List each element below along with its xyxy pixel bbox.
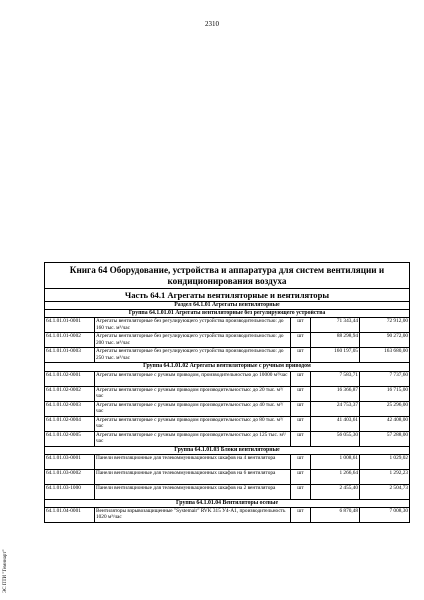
- resource-name: Вентиляторы взрывозащищенные "Systemair" RVK 315 У4-А1, производительность 1020 м³/час: [95, 508, 291, 523]
- estimated-price: 88 298,94: [311, 333, 360, 348]
- table-row: [45, 508, 410, 523]
- section-title-row: [45, 302, 410, 310]
- estimated-price: 7 583,71: [311, 371, 360, 386]
- resource-code: 64.1.01.02-0004: [45, 416, 95, 431]
- resource-name: Агрегаты вентиляторные с ручным приводом, производительностью до 10000 м³/час: [95, 371, 291, 386]
- release-price: 25 296,00: [360, 401, 410, 416]
- resource-name: Агрегаты вентиляторные с ручным приводом производительностью: до 125 тыс. м³/час: [95, 431, 291, 446]
- resource-code: 64.1.01.01-0001: [45, 318, 95, 333]
- unit-of-measure: шт: [291, 318, 311, 333]
- resource-name: Панели вентиляционные для телекоммуникационных шкафов на 2 вентилятора: [95, 484, 291, 499]
- resource-code: 64.1.01.02-0005: [45, 431, 95, 446]
- group-title-row: [45, 499, 410, 507]
- resource-code: 64.1.01.04-0001: [45, 508, 95, 523]
- unit-of-measure: шт: [291, 469, 311, 484]
- group-title-row: [45, 310, 410, 318]
- unit-of-measure: шт: [291, 386, 311, 401]
- resource-name: Агрегаты вентиляторные без регулирующего устройства производительностью: до 200 тыс. м³/час: [95, 333, 291, 348]
- table-row: [45, 371, 410, 386]
- table-row: [45, 348, 410, 363]
- unit-of-measure: шт: [291, 401, 311, 416]
- resource-code: 64.1.01.02-0003: [45, 401, 95, 416]
- release-price: 163 680,00: [360, 348, 410, 363]
- resource-code: 64.1.01.02-0002: [45, 386, 95, 401]
- page-number: 2310: [205, 20, 219, 28]
- table-row: [45, 386, 410, 401]
- table-row: [45, 454, 410, 469]
- release-price: 72 912,00: [360, 318, 410, 333]
- unit-of-measure: шт: [291, 454, 311, 469]
- resource-name: Агрегаты вентиляторные без регулирующего устройства производительностью: до 160 тыс. м³/час: [95, 318, 291, 333]
- unit-of-measure: шт: [291, 333, 311, 348]
- resource-name: Агрегаты вентиляторные с ручным приводом производительностью: до 20 тыс. м³/час: [95, 386, 291, 401]
- group-title: Группа 64.1.01.03 Блоки вентиляторные: [45, 446, 410, 454]
- resource-code: 64.1.01.01-0002: [45, 333, 95, 348]
- book-title-row: [45, 263, 410, 289]
- table-row: [45, 333, 410, 348]
- price-table: [44, 262, 410, 523]
- estimated-price: 41 403,61: [311, 416, 360, 431]
- unit-of-measure: шт: [291, 371, 311, 386]
- estimated-price: 16 366,87: [311, 386, 360, 401]
- table-row: [45, 318, 410, 333]
- unit-of-measure: шт: [291, 348, 311, 363]
- estimated-price: 6 870,48: [311, 508, 360, 523]
- side-note: ЭС ПТИ "Гемннарт": [3, 549, 8, 593]
- resource-code: 64.1.01.01-0003: [45, 348, 95, 363]
- resource-code: 64.1.01.03-0001: [45, 454, 95, 469]
- release-price: 7 737,60: [360, 371, 410, 386]
- group-title: Группа 64.1.01.04 Вентиляторы осевые: [45, 499, 410, 507]
- table-row: [45, 469, 410, 484]
- estimated-price: 24 753,37: [311, 401, 360, 416]
- release-price: 2 504,73: [360, 484, 410, 499]
- table-row: [45, 431, 410, 446]
- estimated-price: 160 197,05: [311, 348, 360, 363]
- estimated-price: 1 266,64: [311, 469, 360, 484]
- release-price: 42 408,00: [360, 416, 410, 431]
- resource-code: 64.1.01.02-0001: [45, 371, 95, 386]
- estimated-price: 1 008,61: [311, 454, 360, 469]
- group-title: Группа 64.1.01.01 Агрегаты вентиляторные без регулирующего устройства: [45, 310, 410, 318]
- table-row: [45, 416, 410, 431]
- part-title-row: [45, 289, 410, 302]
- table-row: [45, 484, 410, 499]
- unit-of-measure: шт: [291, 416, 311, 431]
- group-title-row: [45, 363, 410, 371]
- release-price: 7 008,30: [360, 508, 410, 523]
- release-price: 1 029,02: [360, 454, 410, 469]
- release-price: 57 288,00: [360, 431, 410, 446]
- group-title: Группа 64.1.01.02 Агрегаты вентиляторные с ручным приводом: [45, 363, 410, 371]
- release-price: 16 715,00: [360, 386, 410, 401]
- resource-code: 64.1.01.03-0002: [45, 469, 95, 484]
- resource-name: Панели вентиляционные для телекоммуникационных шкафов на 6 вентилятора: [95, 469, 291, 484]
- unit-of-measure: шт: [291, 431, 311, 446]
- unit-of-measure: шт: [291, 484, 311, 499]
- unit-of-measure: шт: [291, 508, 311, 523]
- resource-name: Агрегаты вентиляторные с ручным приводом производительностью: до 40 тыс. м³/час: [95, 401, 291, 416]
- section-title: Раздел 64.1.01 Агрегаты вентиляторные: [45, 302, 410, 310]
- estimated-price: 56 055,30: [311, 431, 360, 446]
- resource-name: Агрегаты вентиляторные с ручным приводом производительностью: до 80 тыс. м³/час: [95, 416, 291, 431]
- part-title: Часть 64.1 Агрегаты вентиляторные и вентиляторы: [45, 289, 410, 302]
- release-price: 1 292,23: [360, 469, 410, 484]
- table-row: [45, 401, 410, 416]
- estimated-price: 71 343,44: [311, 318, 360, 333]
- estimated-price: 2 455,40: [311, 484, 360, 499]
- book-title: Книга 64 Оборудование, устройства и аппаратура для систем вентиляции и кондиционирования воздуха: [45, 263, 410, 289]
- resource-name: Агрегаты вентиляторные без регулирующего устройства производительностью: до 250 тыс. м³/час: [95, 348, 291, 363]
- resource-name: Панели вентиляционные для телекоммуникационных шкафов на 4 вентилятора: [95, 454, 291, 469]
- release-price: 90 272,00: [360, 333, 410, 348]
- group-title-row: [45, 446, 410, 454]
- resource-code: 64.1.01.03-1000: [45, 484, 95, 499]
